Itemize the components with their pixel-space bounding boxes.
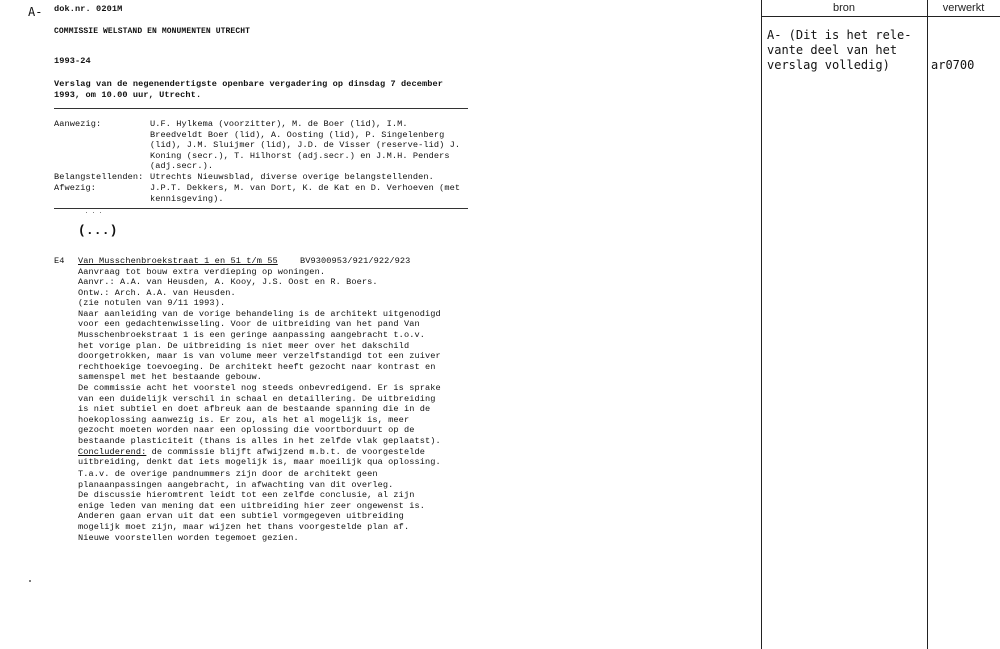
paragraph-line: Anderen gaan ervan uit dat een subtiel vormgegeven uitbreiding	[78, 511, 404, 522]
report-title	[54, 79, 443, 100]
absent-label: Afwezig:	[54, 183, 97, 193]
present-line: (lid), J.M. Sluijmer (lid), J.D. de Visser (reserve-lid) J.	[150, 140, 461, 151]
item-line: hoekoplossing aanwezig is. Er zou, als het al mogelijk is, meer	[78, 414, 410, 425]
bron-note-line: vante deel van het	[767, 43, 898, 57]
paragraph-line: planaanpassingen aangebracht, in afwachting van dit overleg.	[78, 479, 394, 490]
bron-note-line: A- (Dit is het rele-	[767, 28, 912, 42]
present-list	[150, 119, 460, 172]
conclusion-label: Concluderend:	[78, 446, 147, 457]
table-header-divider	[761, 16, 1000, 17]
present-line: U.F. Hylkema (voorzitter), M. de Boer (lid), I.M.	[150, 119, 408, 129]
scan-speck	[86, 212, 87, 213]
item-line: Aanvr.: A.A. van Heusden, A. Kooy, J.S. Oost en R. Boers.	[78, 277, 378, 288]
stakeholders-text: Utrechts Nieuwsblad, diverse overige belangstellenden.	[150, 172, 434, 182]
scan-speck	[93, 212, 94, 213]
table-border-left	[761, 0, 762, 649]
conclusion-line-2: uitbreiding, denkt dat iets mogelijk is, maar moeilijk qua oplossing.	[78, 457, 441, 468]
verwerkt-value: ar0700	[931, 58, 975, 72]
item-line: (zie notulen van 9/11 1993).	[78, 298, 226, 309]
absent-line: J.P.T. Dekkers, M. van Dort, K. de Kat en D. Verhoeven (met	[150, 183, 461, 193]
item-line: rechthoekige toevoeging. De architekt heeft gezocht naar kontrast en	[78, 361, 436, 372]
item-file-ref: BV9300953/921/922/923	[300, 256, 411, 266]
present-line: Breedveldt Boer (lid), A. Oosting (lid), P. Singelenberg	[150, 129, 445, 140]
present-line: (adj.secr.).	[150, 161, 214, 172]
conclusion-line	[78, 447, 441, 458]
item-line: voor een gedachtenwisseling. Voor de uitbreiding van het pand Van	[78, 319, 420, 330]
present-line: Koning (secr.), T. Hilhorst (adj.secr.) en J.M.H. Penders	[150, 150, 450, 161]
paragraph-line: T.a.v. de overige pandnummers zijn door de architekt geen	[78, 469, 378, 479]
bron-note	[767, 28, 912, 73]
item-line: is niet subtiel en doet afbreuk aan de bestaande spanning die in de	[78, 404, 431, 415]
item-line: Musschenbroekstraat 1 is een geringe aanpassing aangebracht t.o.v.	[78, 330, 425, 341]
margin-mark: A-	[28, 5, 43, 19]
item-line: samenspel met het bestaande gebouw.	[78, 372, 262, 383]
column-header-verwerkt: verwerkt	[942, 2, 985, 14]
paragraph-line: mogelijk moet zijn, maar wijzen het thans voorgestelde plan af.	[78, 521, 410, 532]
item-line: doorgetrokken, maar is van volume meer verzelfstandigd tot een zuiver	[78, 351, 441, 362]
bron-note-line: verslag volledig)	[767, 58, 890, 72]
paragraph-line: enige leden van mening dat een uitbreiding hier zeer ongewenst is.	[78, 500, 425, 511]
divider-bottom	[54, 208, 468, 209]
present-label: Aanwezig:	[54, 119, 102, 129]
item-address: Van Musschenbroekstraat 1 en 51 t/m 55	[78, 256, 278, 266]
item-line: het vorige plan. De uitbreiding is niet meer over het dakschild	[78, 340, 410, 351]
conclusion-rest: de commissie blijft afwijzend m.b.t. de voorgestelde	[146, 446, 425, 457]
item-line: Aanvraag tot bouw extra verdieping op woningen.	[78, 266, 326, 277]
item-line: gezocht moeten worden naar een oplossing die voortborduurt op de	[78, 425, 415, 436]
absent-line: kennisgeving).	[150, 193, 224, 204]
stakeholders-label: Belangstellenden:	[54, 172, 144, 182]
doc-number: dok.nr. 0201M	[54, 4, 123, 14]
committee-name: COMMISSIE WELSTAND EN MONUMENTEN UTRECHT	[54, 27, 251, 36]
item-line: bestaande plasticiteit (thans is alles in het zelfde vlak geplaatst).	[78, 436, 441, 446]
column-header-bron: bron	[832, 2, 856, 14]
report-title-line: Verslag van de negenendertigste openbare vergadering op dinsdag 7 december	[54, 79, 444, 89]
item-line: Naar aanleiding van de vorige behandeling is de architekt uitgenodigd	[78, 308, 441, 319]
paragraph-line: Nieuwe voorstellen worden tegemoet gezien.	[78, 532, 299, 543]
scan-speck	[100, 212, 101, 213]
item-body	[78, 267, 441, 468]
item-line: van een duidelijk verschil in schaal en detaillering. De uitbreiding	[78, 393, 436, 404]
divider-top	[54, 108, 468, 109]
scan-speck	[29, 580, 31, 582]
table-column-divider	[927, 0, 928, 649]
absent-list	[150, 183, 460, 204]
item-line: De commissie acht het voorstel nog steeds onbevredigend. Er is sprake	[78, 383, 441, 394]
report-title-line: 1993, om 10.00 uur, Utrecht.	[54, 89, 202, 100]
year: 1993-24	[54, 56, 91, 66]
paragraph-line: De discussie hieromtrent leidt tot een zelfde conclusie, al zijn	[78, 490, 415, 501]
item-code: E4	[54, 256, 65, 266]
item-paragraph-2	[78, 469, 425, 543]
ellipsis: (...)	[78, 223, 118, 238]
item-line: Ontw.: Arch. A.A. van Heusden.	[78, 287, 236, 298]
